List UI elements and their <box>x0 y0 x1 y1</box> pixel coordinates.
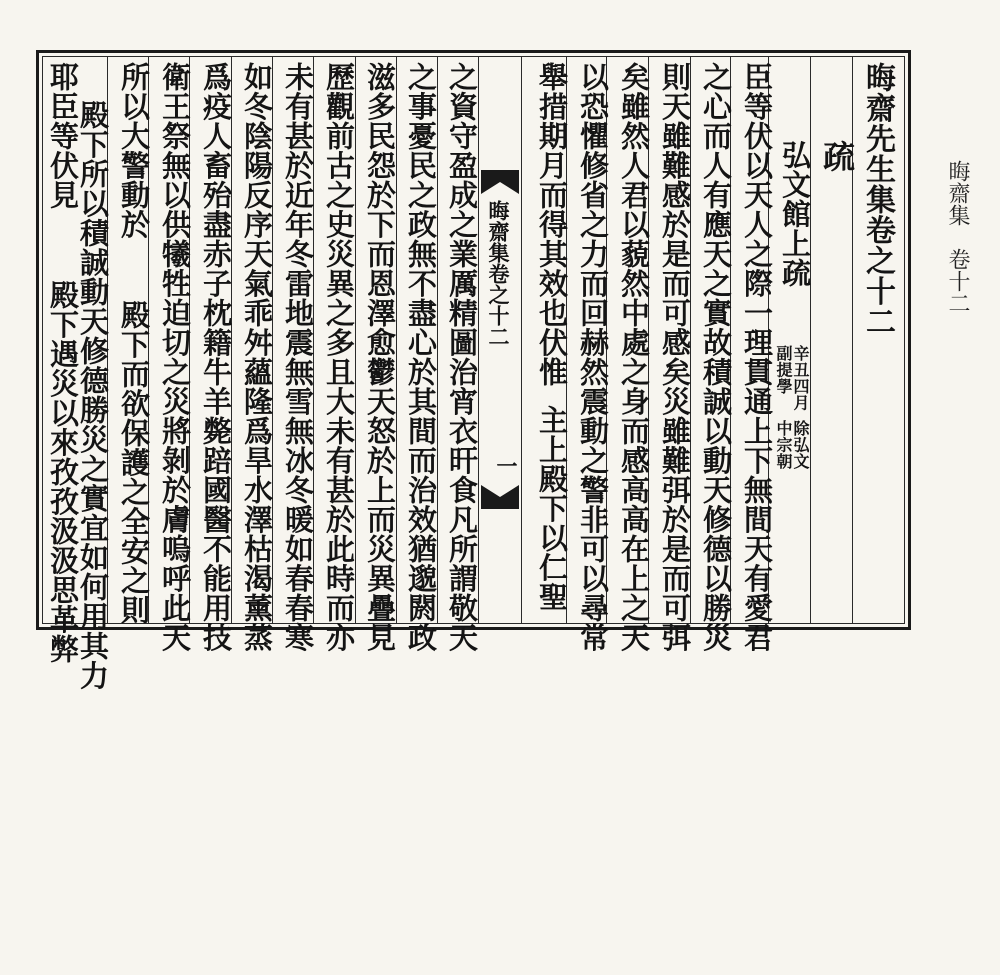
text-column: 耶臣等伏見 <box>46 62 80 210</box>
text-column: 之資守盈成之業厲精圖治宵衣旰食凡所謂敬天 <box>445 62 479 652</box>
text-column: 滋多民怨於下而恩澤愈鬱天怒於上而災異疊見 <box>363 62 397 652</box>
text-column: 殿下所以積誠動天修德勝災之實宜如何用其力 <box>76 100 110 690</box>
text-column: 以恐懼修省之力而回赫然震動之警非可以尋常 <box>576 62 610 652</box>
text-column: 所以大警動於 <box>117 62 151 239</box>
book-title: 晦齋先生集卷之十二 <box>860 62 895 337</box>
center-page-number: 一 <box>494 455 519 476</box>
text-column: 爲疫人畜殆盡赤子枕籍牛羊斃踣國醫不能用技 <box>199 62 233 652</box>
memorial-note: 辛丑四月 <box>791 345 810 411</box>
memorial-heading-text: 弘文館上疏 <box>778 140 812 288</box>
text-column-tail: 殿下而欲保護之全安之則 <box>117 300 151 625</box>
memorial-note: 副提學 <box>774 345 793 395</box>
text-column: 之心而人有應天之實故積誠以動天修德以勝災 <box>699 62 733 652</box>
text-column: 未有甚於近年冬雷地震無雪無冰冬暖如春春寒 <box>281 62 315 652</box>
right-margin-label: 晦齋集 卷十二 <box>945 160 970 314</box>
text-column-tail: 殿下遇災以來孜孜汲汲思革弊 <box>46 280 80 664</box>
section-heading: 疏 <box>818 140 856 173</box>
text-column: 舉措期月而得其效也伏惟 <box>535 62 569 387</box>
fish-tail-mark-top <box>481 170 519 194</box>
text-column: 歷觀前古之史災異之多且大未有甚於此時而亦 <box>322 62 356 652</box>
text-column-tail: 主上殿下以仁聖 <box>535 405 569 612</box>
text-column: 矣雖然人君以藐然中處之身而感高高在上之天 <box>617 62 651 652</box>
text-column: 如冬陰陽反序天氣乖舛蘊隆爲旱水澤枯渴薰蒸 <box>240 62 274 652</box>
memorial-note: 中宗朝 <box>774 420 793 470</box>
text-column: 則天雖難感於是而可感矣災雖難弭於是而可弭 <box>658 62 692 652</box>
text-column: 臣等伏以天人之際一理貫通上下無間天有愛君 <box>740 62 774 652</box>
text-column: 衛王祭無以供犧牲迫切之災將剝於膚嗚呼此天 <box>158 62 192 652</box>
text-column: 之事憂民之政無不盡心於其間而治效猶邈閼政 <box>404 62 438 652</box>
memorial-note: 除弘文 <box>791 420 810 470</box>
center-title: 晦齋集卷之十二 <box>486 200 511 347</box>
fish-tail-mark-bottom <box>481 485 519 509</box>
